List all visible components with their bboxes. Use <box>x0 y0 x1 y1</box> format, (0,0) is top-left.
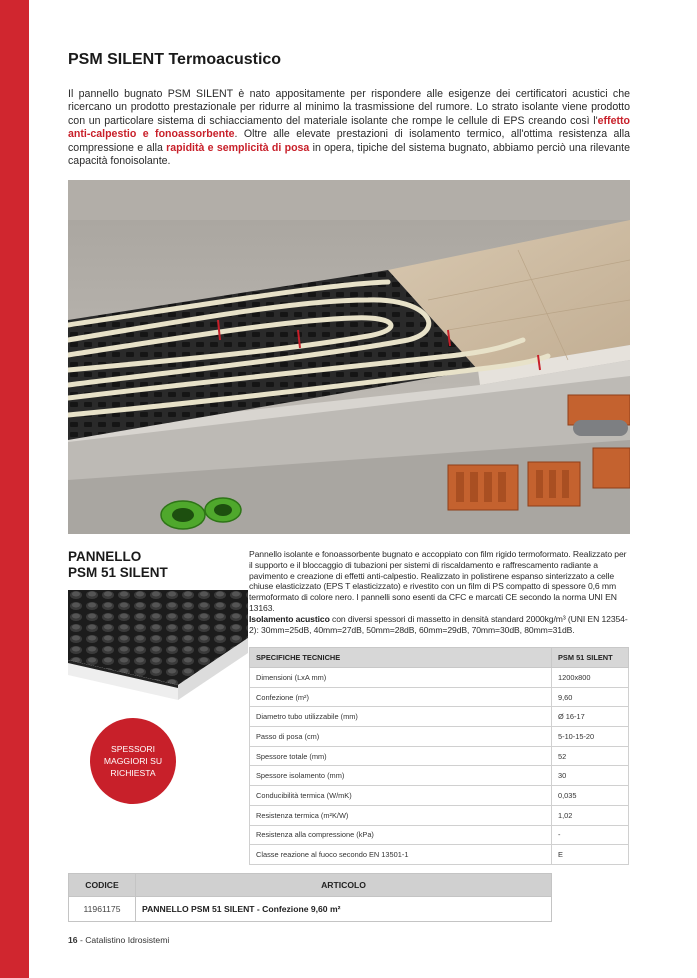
table-row <box>250 668 629 688</box>
article-codes-table <box>68 873 552 922</box>
panel-svg <box>68 590 248 700</box>
intro-text-2: . Oltre alle elevate prestazioni di isolamento termico, all'ottima resistenza alla compressione e alla <box>68 128 631 154</box>
product-title <box>68 549 168 581</box>
table-row <box>250 746 629 766</box>
product-title-line-2: PSM 51 SILENT <box>68 565 168 580</box>
article-name: PANNELLO PSM 51 SILENT - Confezione 9,60 m² <box>136 897 552 922</box>
intro-text-3: in opera, tipiche del sistema bugnato, abbiamo perciò una rilevante capacità fonoisolante. <box>68 141 630 168</box>
spec-label: Resistenza alla compressione (kPa) <box>250 825 552 845</box>
table-row <box>250 727 629 747</box>
product-description-text: Pannello isolante e fonoassorbente bugnato e accoppiato con film rigido termoformato. Realizzato per il supporto e il bloccaggio di tubazioni per sistemi di riscaldamento e raffrescamento radiante a pavimento e creazione di effetti anti-calpestio. Realizzato in polistirene espanso sinterizzato a celle chiuse elasticizzato (EPS T elasticizzato) e rivestito con un film di PS compatto di spessore 0,6 mm termoformato di colore nero. I pannelli sono esenti da CFC e marcati CE secondo la norma UNI EN 13163. <box>249 549 627 613</box>
codes-header-article: ARTICOLO <box>136 874 552 897</box>
specs-header-label: SPECIFICHE TECNICHE <box>250 648 552 668</box>
table-row <box>69 897 552 922</box>
specs-header-value: PSM 51 SILENT <box>552 648 629 668</box>
spec-label: Conducibilità termica (W/mK) <box>250 786 552 806</box>
codes-header-code: CODICE <box>69 874 136 897</box>
spec-value: 5-10-15-20 <box>552 727 629 747</box>
spec-label: Diametro tubo utilizzabile (mm) <box>250 707 552 727</box>
spec-label: Resistenza termica (m²K/W) <box>250 805 552 825</box>
intro-highlight-2: rapidità e semplicità di posa <box>166 141 310 154</box>
footer-text: - Catalistino Idrosistemi <box>77 935 170 945</box>
table-row <box>250 707 629 727</box>
page-footer <box>68 935 169 945</box>
spec-value: 30 <box>552 766 629 786</box>
table-row <box>250 825 629 845</box>
spec-value: 0,035 <box>552 786 629 806</box>
intro-highlight-1: effetto anti-calpestio e fonoassorbente <box>68 114 630 141</box>
spec-value: - <box>552 825 629 845</box>
spec-value: 1200x800 <box>552 668 629 688</box>
table-row <box>250 687 629 707</box>
product-description <box>249 549 630 635</box>
product-panel-image <box>68 590 248 700</box>
floor-heating-svg <box>68 180 630 534</box>
thicker-on-request-badge <box>90 718 176 804</box>
table-row <box>250 805 629 825</box>
page-title: PSM SILENT Termoacustico <box>68 51 282 68</box>
floor-heating-illustration <box>68 180 630 534</box>
spec-label: Classe reazione al fuoco secondo EN 13501-1 <box>250 845 552 865</box>
page-number: 16 <box>68 935 78 945</box>
spec-value: Ø 16-17 <box>552 707 629 727</box>
spec-label: Passo di posa (cm) <box>250 727 552 747</box>
codes-header-row <box>69 874 552 897</box>
accent-sidebar-bar <box>0 0 29 978</box>
article-code: 11961175 <box>69 897 136 922</box>
specs-header-row <box>250 648 629 668</box>
spec-label: Spessore isolamento (mm) <box>250 766 552 786</box>
acoustic-text: con diversi spessori di massetto in densità standard 2000kg/m³ (UNI EN 12354-2): 30mm=25dB, 40mm=27dB, 50mm=28dB, 60mm=29dB, 70mm=30dB, 80mm=31dB. <box>249 613 628 635</box>
intro-text-1: Il pannello bugnato PSM SILENT è nato appositamente per rispondere alle esigenze dei certificatori acustici che ricercano un prodotto prestazionale per ridurre al minimo la trasmissione del rumore. Lo strato isolante viene prodotto con un particolare sistema di schiacciamento del materiale isolante che rompe le cellule di EPS creando così l' <box>68 88 630 127</box>
spec-value: 52 <box>552 746 629 766</box>
tech-specs-table <box>249 647 629 865</box>
acoustic-label: Isolamento acustico <box>249 613 330 624</box>
table-row <box>250 786 629 806</box>
table-row <box>250 845 629 865</box>
spec-value: 1,02 <box>552 805 629 825</box>
spec-value: 9,60 <box>552 687 629 707</box>
product-title-line-1: PANNELLO <box>68 549 142 564</box>
spec-value: E <box>552 845 629 865</box>
badge-text: SPESSORI MAGGIORI SU RICHIESTA <box>103 744 163 778</box>
spec-label: Dimensioni (LxA mm) <box>250 668 552 688</box>
table-row <box>250 766 629 786</box>
spec-label: Spessore totale (mm) <box>250 746 552 766</box>
spec-label: Confezione (m²) <box>250 687 552 707</box>
intro-paragraph <box>68 88 630 168</box>
